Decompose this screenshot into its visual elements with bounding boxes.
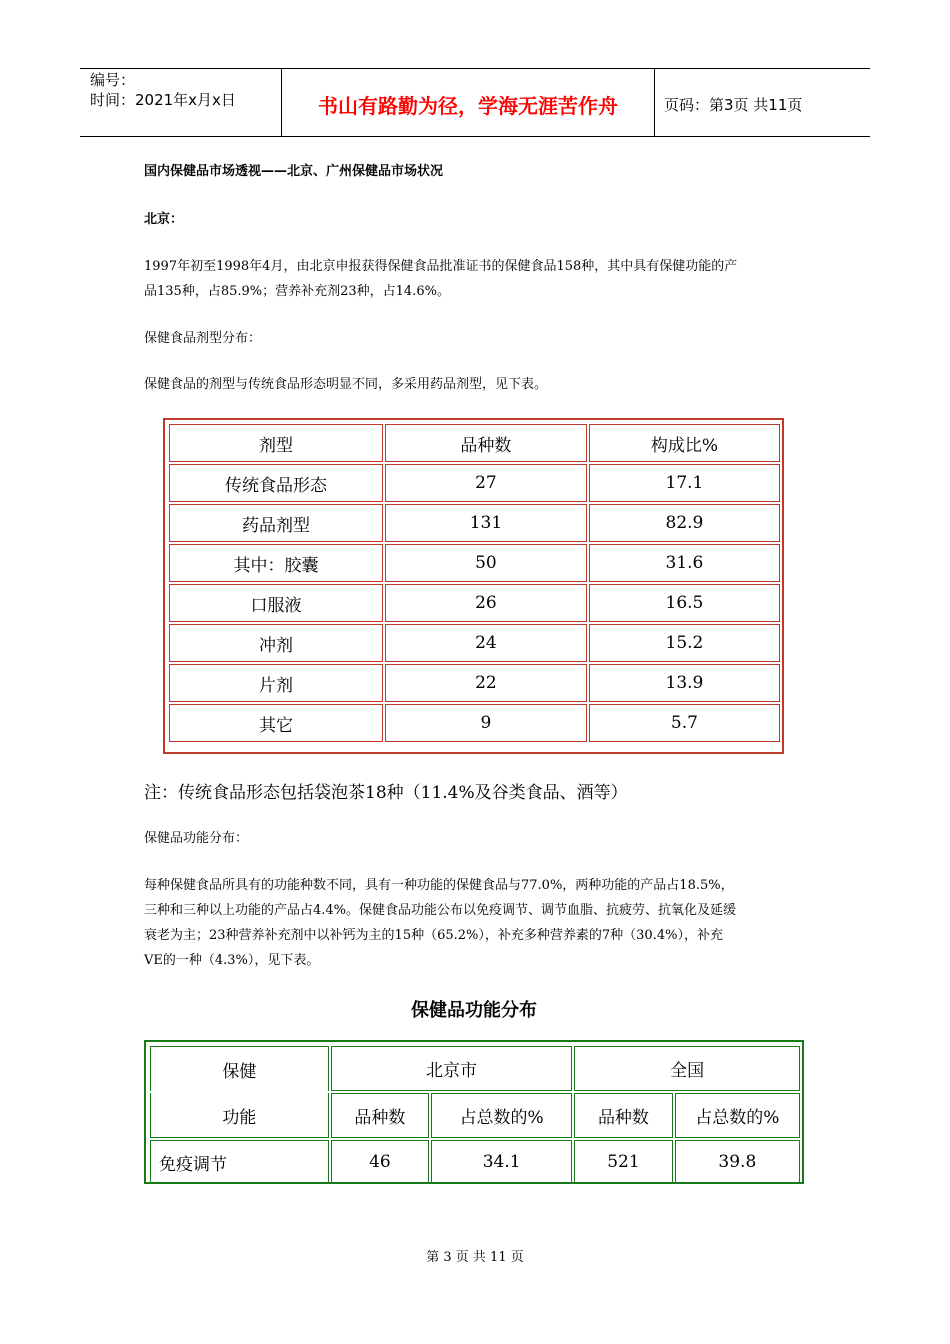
header-number: 编号： <box>90 71 136 89</box>
section-heading-beijing: 北京： <box>144 212 184 227</box>
dosage-form-table-grid <box>167 422 782 744</box>
header-meta <box>90 70 236 110</box>
table-cell: 31.6 <box>589 544 780 582</box>
table-header-cell: 占总数的% <box>431 1093 572 1138</box>
table-cell: 免疫调节 <box>150 1140 329 1184</box>
table-header-row <box>169 424 780 462</box>
paragraph-function-line-4: VE的一种（4.3%），见下表。 <box>144 953 320 968</box>
table-cell: 16.5 <box>589 584 780 622</box>
table-cell: 17.1 <box>589 464 780 502</box>
paragraph-function <box>144 873 804 973</box>
header-date: 时间：2021年x月x日 <box>90 91 236 109</box>
subheading-dosage-form: 保健食品剂型分布： <box>144 331 262 346</box>
table-row <box>150 1140 800 1184</box>
header-divider-right <box>654 68 655 136</box>
table-row <box>169 504 780 542</box>
paragraph-dosage-form: 保健食品的剂型与传统食品形态明显不同，多采用药品剂型，见下表。 <box>144 377 548 392</box>
paragraph-intro-line-2: 品135种，占85.9%；营养补充剂23种，占14.6%。 <box>144 284 450 299</box>
table-cell: 24 <box>385 624 587 662</box>
table-cell: 26 <box>385 584 587 622</box>
function-table <box>144 1040 804 1184</box>
table-cell: 27 <box>385 464 587 502</box>
table-cell: 46 <box>331 1140 429 1184</box>
table-cell: 39.8 <box>675 1140 800 1184</box>
table-cell: 13.9 <box>589 664 780 702</box>
table-cell: 82.9 <box>589 504 780 542</box>
table-row <box>169 584 780 622</box>
table-header-cell: 剂型 <box>169 424 383 462</box>
table-header-cell: 占总数的% <box>675 1093 800 1138</box>
paragraph-intro <box>144 254 804 304</box>
table-header-row <box>150 1046 800 1091</box>
subheading-function: 保健品功能分布： <box>144 831 249 846</box>
function-table-caption: 保健品功能分布 <box>411 1000 537 1021</box>
document-title: 国内保健品市场透视——北京、广州保健品市场状况 <box>144 164 444 179</box>
table-row <box>169 624 780 662</box>
table-header-cell: 功能 <box>150 1093 329 1138</box>
table-row <box>169 704 780 742</box>
table-header-cell: 品种数 <box>574 1093 672 1138</box>
table-cell: 9 <box>385 704 587 742</box>
table-cell: 34.1 <box>431 1140 572 1184</box>
paragraph-function-line-1: 每种保健食品所具有的功能种数不同，具有一种功能的保健食品与77.0%，两种功能的产品占18.5%， <box>144 878 734 893</box>
table-cell: 521 <box>574 1140 672 1184</box>
table-header-cell: 保健 <box>150 1046 329 1091</box>
table-cell: 其中：胶囊 <box>169 544 383 582</box>
table-header-cell: 品种数 <box>331 1093 429 1138</box>
table-cell: 50 <box>385 544 587 582</box>
table-cell: 冲剂 <box>169 624 383 662</box>
dosage-form-table <box>163 418 784 754</box>
header-page-number: 页码：第3页 共11页 <box>664 96 803 114</box>
table-row <box>169 664 780 702</box>
page-footer: 第 3 页 共 11 页 <box>426 1250 524 1265</box>
table-row <box>169 544 780 582</box>
table-cell: 22 <box>385 664 587 702</box>
header-top-rule <box>80 68 870 69</box>
table-cell: 片剂 <box>169 664 383 702</box>
table-cell: 131 <box>385 504 587 542</box>
table-cell: 5.7 <box>589 704 780 742</box>
table-header-row <box>150 1093 800 1138</box>
table-cell: 药品剂型 <box>169 504 383 542</box>
header-bottom-rule <box>80 136 870 137</box>
table-cell: 传统食品形态 <box>169 464 383 502</box>
function-table-grid <box>148 1044 802 1186</box>
table-group-header-national: 全国 <box>574 1046 800 1091</box>
table-row <box>169 464 780 502</box>
paragraph-function-line-2: 三种和三种以上功能的产品占4.4%。保健食品功能公布以免疫调节、调节血脂、抗疲劳、抗氧化及延缓 <box>144 903 737 918</box>
table-cell: 15.2 <box>589 624 780 662</box>
paragraph-intro-line-1: 1997年初至1998年4月，由北京申报获得保健食品批准证书的保健食品158种，其中具有保健功能的产 <box>144 259 738 274</box>
paragraph-function-line-3: 衰老为主；23种营养补充剂中以补钙为主的15种（65.2%），补充多种营养素的7种（30.4%），补充 <box>144 928 723 943</box>
table-header-cell: 构成比% <box>589 424 780 462</box>
table-note: 注：传统食品形态包括袋泡茶18种（11.4%及谷类食品、酒等） <box>144 783 628 803</box>
header-motto: 书山有路勤为径，学海无涯苦作舟 <box>318 94 618 118</box>
table-group-header-beijing: 北京市 <box>331 1046 573 1091</box>
table-header-cell: 品种数 <box>385 424 587 462</box>
table-cell: 口服液 <box>169 584 383 622</box>
table-cell: 其它 <box>169 704 383 742</box>
